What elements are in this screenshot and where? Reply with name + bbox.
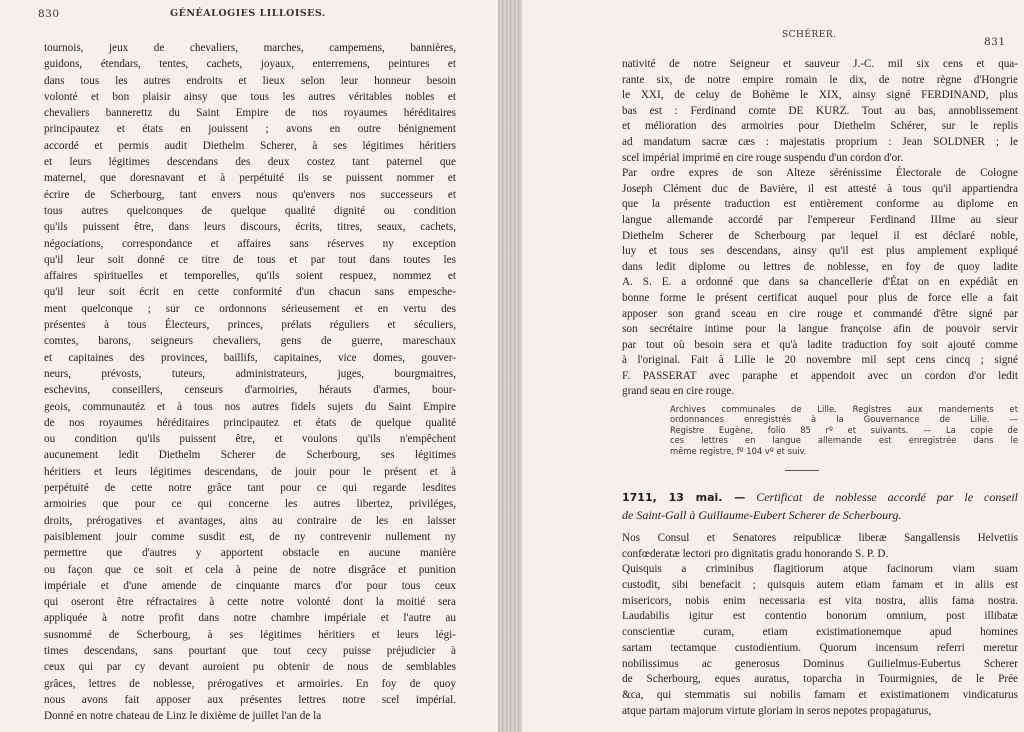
right-page xyxy=(520,0,1024,732)
text-line: neurs, prévosts, tuteurs, administrateurs, juges, bourgmaitres, xyxy=(44,367,456,380)
text-line: nobilissimus ac generosus Dominus Guilielmus-Eubertus Scherer xyxy=(622,657,1018,670)
text-line: Archives communales de Lille. Registres aux mandements et xyxy=(670,404,1018,414)
text-line: de nos royaumes héréditaires principautez et états de quelque qualité xyxy=(44,416,456,429)
archive-citation-note xyxy=(670,404,1018,456)
text-line: dans tous les autres endroits et lieux selon leur honneur besoin xyxy=(44,74,456,87)
text-line: tournois, jeux de chevaliers, marches, campemens, bannières, xyxy=(44,42,456,54)
text-line: qui oseront être réfractaires à cette notre volonté dont la moitié sera xyxy=(44,596,456,609)
text-line: héritiers et leurs légitimes descendans, de jouir pour le présent et à xyxy=(44,465,456,478)
text-line: atque partam majorum virtute gloriam in seros nepotes propagaturus, xyxy=(622,704,932,717)
certificate-date: 1711, 13 mai. — xyxy=(622,491,746,504)
text-line: ment quelconque ; sur ce ordonnons sérieusement et en vertu des xyxy=(44,302,456,315)
certificate-title-line-2: de Saint-Gall à Guillaume-Eubert Scherer de Scherbourg. xyxy=(622,507,902,522)
text-line: F. PASSERAT avec paraphe et appendoit avec un cordon d'or ledit xyxy=(622,369,1018,382)
text-line: grâces, lettres de noblesse, prérogatives et armoiries. En foy de quoy xyxy=(44,677,456,690)
text-line: maternel, que doresnavant et à perpétuité ils se puissent nommer et xyxy=(44,172,456,185)
text-line: comtes, barons, seigneurs chevaliers, gens de guerre, mareschaux xyxy=(44,335,456,348)
text-line: scel impérial imprimé en cire rouge suspendu d'un cordon d'or. xyxy=(622,151,904,164)
text-line: dans ledit diplome ou lettres de noblesse, en foy de quoy ladite xyxy=(622,260,1018,273)
text-line: paisiblement jouir comme susdit est, de ny contrevenir nullement ny xyxy=(44,530,456,543)
page-number-right: 831 xyxy=(984,36,1006,48)
text-line: times descendans, sans pourtant que tout cecy puisse préjudicier à xyxy=(44,644,456,657)
text-line: confœderatæ lectori pro dignitatis gradu honorando S. P. D. xyxy=(622,547,889,560)
text-line: écrire de Scherbourg, tant envers nous qu'envers nos successeurs et xyxy=(44,188,456,201)
text-line: qu'il leur soit écrit en cette conformité d'un chacun sans empesche- xyxy=(44,286,456,299)
book-gutter xyxy=(498,0,522,732)
section-divider xyxy=(785,470,819,471)
text-line: impériale et d'une amende de cinquante marcs d'or pour tous ceux xyxy=(44,579,456,592)
text-line: appliquée à notre profit dans notre chambre impériale et l'autre au xyxy=(44,612,456,625)
text-line: tous autres quelconques de quelque qualité dignité ou condition xyxy=(44,204,456,217)
text-line: grand seau en cire rouge. xyxy=(622,385,735,398)
left-body-text xyxy=(44,40,456,724)
text-line: armoiries que pour ce qui concerne les autres libertez, priviléges, xyxy=(44,498,456,511)
text-line: que la présente traduction est entièrement conforme au diplome en xyxy=(622,198,1018,211)
certificate-title-line-1: Certificat de noblesse accordé par le conseil xyxy=(756,490,1018,504)
text-line: ceux qui par cy devant auroient pu obtenir de nous de semblables xyxy=(44,661,456,674)
text-line: bonne forme le présent certificat auquel pour plus de force elle a fait xyxy=(622,291,1018,304)
text-line: chevaliers bannerettz du Saint Empire de nos royaumes héréditaires xyxy=(44,107,456,120)
running-head-right: SCHÉRER. xyxy=(782,30,837,40)
certificate-heading xyxy=(622,489,1018,524)
text-line: le XXI, de celuy de Bohème le XIX, ainsy signé FERDINAND, plus xyxy=(622,89,1018,102)
text-line: apposer son grand sceau en cire rouge et commandé d'être signé par xyxy=(622,307,1018,320)
text-line: Nos Consul et Senatores reipublicæ liberæ Sangallensis Helvetiis xyxy=(622,532,1018,544)
text-line: Par ordre expres de son Alteze sérénissime Électorale de Cologne xyxy=(622,167,1018,180)
page-number-left: 830 xyxy=(38,8,60,20)
text-line: luy et tous ses descendans, ainsy qu'il est plus amplement expliqué xyxy=(622,245,1018,258)
text-line: ordonnances enregistrés à la Gouvernance de Lille. — xyxy=(670,414,1018,425)
text-line: sartam tectamque custodientium. Quorum incensum referri meretur xyxy=(622,641,1018,654)
text-line: et mélioration des armoiries pour Diethelm Schérer, sur le replis xyxy=(622,120,1018,133)
text-line: &ca, qui stemmatis sui nobilis famam et existimationem vindicaturus xyxy=(622,688,1018,701)
text-line: Joseph Clément duc de Bavière, il est attesté à tous qu'il appartiendra xyxy=(622,182,1018,195)
running-head-left: GÉNÉALOGIES LILLOISES. xyxy=(170,8,326,19)
text-line: langue allemande accordé par l'empereur Ferdinand IIIme au sieur xyxy=(622,213,1018,226)
text-line: custodit, sibi benefacit ; quisquis autem etiam famam et in aliis est xyxy=(622,579,1018,592)
text-line: nous avons fait apposer aux présentes lettres notre scel impérial. xyxy=(44,693,456,706)
text-line: ou façon que ce soit et cela à peine de notre disgrâce et punition xyxy=(44,563,456,576)
text-line: bas est : Ferdinand comte DE KURZ. Tout au bas, annoblissement xyxy=(622,104,1018,117)
text-line: droits, prérogatives et avantages, ains au contraire de les en laisser xyxy=(44,514,456,527)
text-line: guidons, étendars, tentes, cachets, joyaux, enterremens, peintures et xyxy=(44,58,456,71)
text-line: rante six, de notre empire romain le dix, de notre règne d'Hongrie xyxy=(622,73,1018,86)
text-line: négociations, correspondance et affaires sans réserves ny exception xyxy=(44,237,456,250)
text-line: geois, communautéz et à tous nos autres fidels sujets du Saint Empire xyxy=(44,400,456,413)
text-line: même registre, fº 104 vº et suiv. xyxy=(670,445,807,456)
text-line: Quisquis a criminibus flagitiorum atque facinorum viam suam xyxy=(622,563,1018,576)
text-line: Laudabilis igitur est contentio bonorum omnium, post illibatæ xyxy=(622,610,1018,623)
text-line: ces lettres en langue allemande est enregistrée dans le xyxy=(670,435,1018,446)
text-line: Diethelm Scherer de Scherbourg par lequel il est déclaré noble, xyxy=(622,229,1018,242)
text-line: volonté et bon plaisir ainsy que tous les autres véritables nobles et xyxy=(44,90,456,103)
text-line: permettre que d'autres y apportent obstacle en aucune manière xyxy=(44,547,456,560)
text-line: Donné en notre chateau de Linz le dixième de juillet l'an de la xyxy=(44,710,322,723)
text-line: affaires spirituelles et temporelles, qu'ils soient respuez, nommez et xyxy=(44,270,456,283)
text-line: et leurs légitimes descendans des deux costez tant paternel que xyxy=(44,156,456,169)
text-line: et capitaines des provinces, baillifs, capitaines, vice domes, gouver- xyxy=(44,351,456,364)
text-line: susnommé de Scherbourg, à ses légitimes héritiers et leurs légi- xyxy=(44,628,456,641)
text-line: qu'ils puissent être, dans leurs discours, écrits, titres, seaux, cachets, xyxy=(44,221,456,234)
text-line: A. S. E. a ordonné que dans sa chancellerie d'État on en expédiât en xyxy=(622,276,1018,289)
text-line: perpétuité de cette notre grâce tant pour ce qui regarde lesdites xyxy=(44,482,456,495)
text-line: principautez et états en jouissent ; avons en outre bénignement xyxy=(44,123,456,136)
right-body-text xyxy=(622,56,1018,399)
text-line: de Scherbourg, eques auratus, toparcha in Tourmignies, de le Prée xyxy=(622,673,1018,686)
text-line: à l'original. Fait à Lille le 20 novembre mil sept cens cincq ; signé xyxy=(622,354,1018,367)
text-line: son secrétaire intime pour la langue françoise afin de pouvoir servir xyxy=(622,323,1018,336)
text-line: par tout où besoin sera et qu'à ladite traduction foy soit ajouté comme xyxy=(622,338,1018,351)
text-line: nativité de notre Seigneur et sauveur J.-C. mil six cens et qua- xyxy=(622,58,1018,70)
left-page xyxy=(0,0,500,732)
text-line: conscientiæ curam, etiam existimationemque apud homines xyxy=(622,626,1018,639)
text-line: accordé et permis audit Diethelm Scherer, à ses légitimes héritiers xyxy=(44,139,456,152)
text-line: ad mandatum sacræ cæs : majestatis proprium : Jean SOLDNER ; le xyxy=(622,135,1018,148)
text-line: Registre Eugène, folio 85 rº et suivants. — La copie de xyxy=(670,424,1018,435)
text-line: eschevins, conseillers, censeurs d'armoiries, hérauts d'armes, bour- xyxy=(44,384,456,397)
text-line: aucunement ledit Diethelm Scherer de Scherbourg, ses légitimes xyxy=(44,449,456,462)
latin-body-text xyxy=(622,530,1018,718)
text-line: présentes à tous Électeurs, princes, prélats réguliers et séculiers, xyxy=(44,319,456,332)
text-line: ou condition qu'ils puissent être, et voulons qu'ils n'empêchent xyxy=(44,433,456,446)
text-line: qu'il leur soit donné ce titre de tous et par tout dans toutes les xyxy=(44,253,456,266)
text-line: misericors, nobis enim necessaria est vita nostra, aliis fama nostra. xyxy=(622,594,1018,607)
